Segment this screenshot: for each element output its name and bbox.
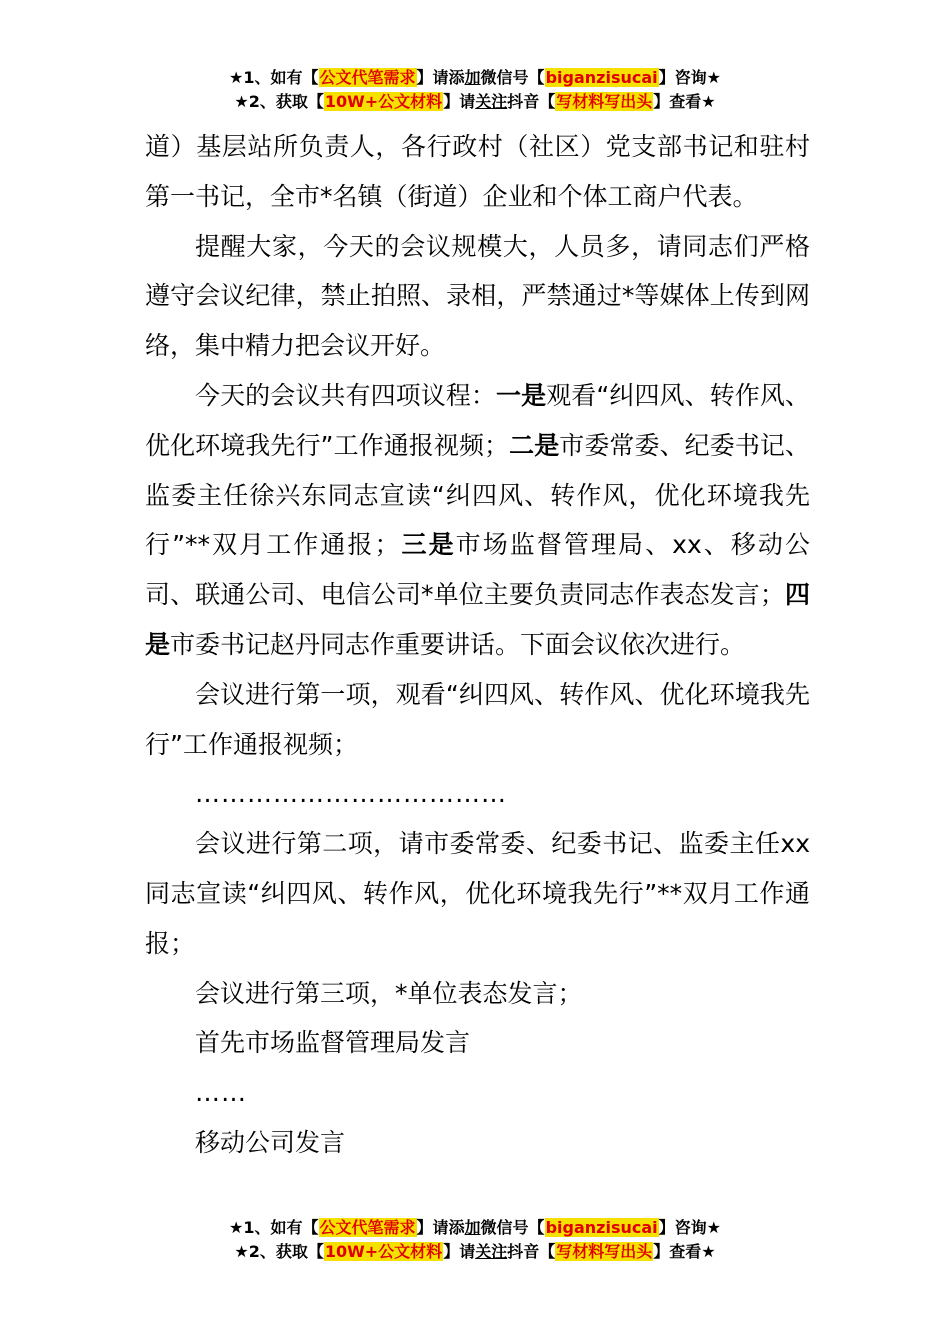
banner-text: ★1、如有【 xyxy=(229,1218,319,1237)
banner-text: ★1、如有【 xyxy=(229,68,319,87)
banner-highlight: 公文代笔需求 xyxy=(319,1218,416,1237)
banner-text: 微信号【 xyxy=(480,1218,545,1237)
banner-underline: 关注 xyxy=(475,1242,508,1261)
document-body xyxy=(145,122,810,1168)
banner-line-2 xyxy=(0,1240,950,1264)
banner-douyin-account: 写材料写出头 xyxy=(556,1242,653,1261)
agenda-keyword: 四是 xyxy=(145,580,810,659)
paragraph: 会议进行第一项，观看“纠四风、转作风、优化环境我先行”工作通报视频； xyxy=(145,679,810,759)
ellipsis-line: …… xyxy=(195,1078,247,1108)
banner-line-1 xyxy=(0,66,950,90)
agenda-item: 市委常委、纪委书记、监委主任徐兴东同志宣读“纠四风、转作风，优化环境我先行”**双月工作通报； xyxy=(145,430,810,560)
banner-text: 抖音【 xyxy=(507,1242,556,1261)
banner-underline: 关注 xyxy=(475,92,508,111)
banner-text: ★2、获取【 xyxy=(234,92,324,111)
banner-line-1 xyxy=(0,1216,950,1240)
banner-text: 】查看★ xyxy=(653,1242,716,1261)
agenda-item: 市场监督管理局、xx、移动公司、联通公司、电信公司*单位主要负责同志作表态发言； xyxy=(145,530,810,610)
banner-wechat-id: biganzisucai xyxy=(545,1218,658,1237)
agenda-keyword: 一是 xyxy=(496,380,547,410)
agenda-intro: 今天的会议共有四项议程： xyxy=(195,380,497,410)
banner-text: 微信号【 xyxy=(480,68,545,87)
paragraph: 道）基层站所负责人，各行政村（社区）党支部书记和驻村第一书记，全市*名镇（街道）企业和个体工商户代表。 xyxy=(145,132,810,211)
agenda-keyword: 二是 xyxy=(509,430,560,460)
banner-line-2 xyxy=(0,90,950,114)
banner-underline: 加 xyxy=(464,1218,481,1237)
banner-highlight: 10W+公文材料 xyxy=(324,1242,443,1261)
banner-text: 】请添 xyxy=(416,68,465,87)
agenda-paragraph xyxy=(145,371,810,670)
ellipsis-line: ……………………………… xyxy=(195,779,507,809)
header-banner xyxy=(0,66,950,114)
paragraph: 首先市场监督管理局发言 xyxy=(195,1028,471,1058)
banner-underline: 加 xyxy=(464,68,481,87)
agenda-item: 市委书记赵丹同志作重要讲话。下面会议依次进行。 xyxy=(170,629,746,659)
paragraph: 移动公司发言 xyxy=(195,1127,346,1157)
banner-douyin-account: 写材料写出头 xyxy=(556,92,653,111)
paragraph: 会议进行第三项，*单位表态发言； xyxy=(195,978,583,1008)
banner-text: 】请添 xyxy=(416,1218,465,1237)
banner-text: 】查看★ xyxy=(653,92,716,111)
banner-highlight: 公文代笔需求 xyxy=(319,68,416,87)
banner-text: 抖音【 xyxy=(507,92,556,111)
banner-wechat-id: biganzisucai xyxy=(545,68,658,87)
footer-banner xyxy=(0,1216,950,1264)
agenda-keyword: 三是 xyxy=(399,530,456,560)
banner-text: 】请 xyxy=(443,92,476,111)
banner-text: 】请 xyxy=(443,1242,476,1261)
banner-highlight: 10W+公文材料 xyxy=(324,92,443,111)
paragraph: 提醒大家，今天的会议规模大，人员多，请同志们严格遵守会议纪律，禁止拍照、录相，严禁通过*等媒体上传到网络，集中精力把会议开好。 xyxy=(145,231,810,361)
banner-text: 】咨询★ xyxy=(658,68,721,87)
paragraph: 会议进行第二项，请市委常委、纪委书记、监委主任xx同志宣读“纠四风、转作风，优化环境我先行”**双月工作通报； xyxy=(145,829,810,958)
agenda-item: 观看“纠四风、转作风、优化环境我先行”工作通报视频； xyxy=(145,380,810,460)
banner-text: 】咨询★ xyxy=(658,1218,721,1237)
banner-text: ★2、获取【 xyxy=(234,1242,324,1261)
